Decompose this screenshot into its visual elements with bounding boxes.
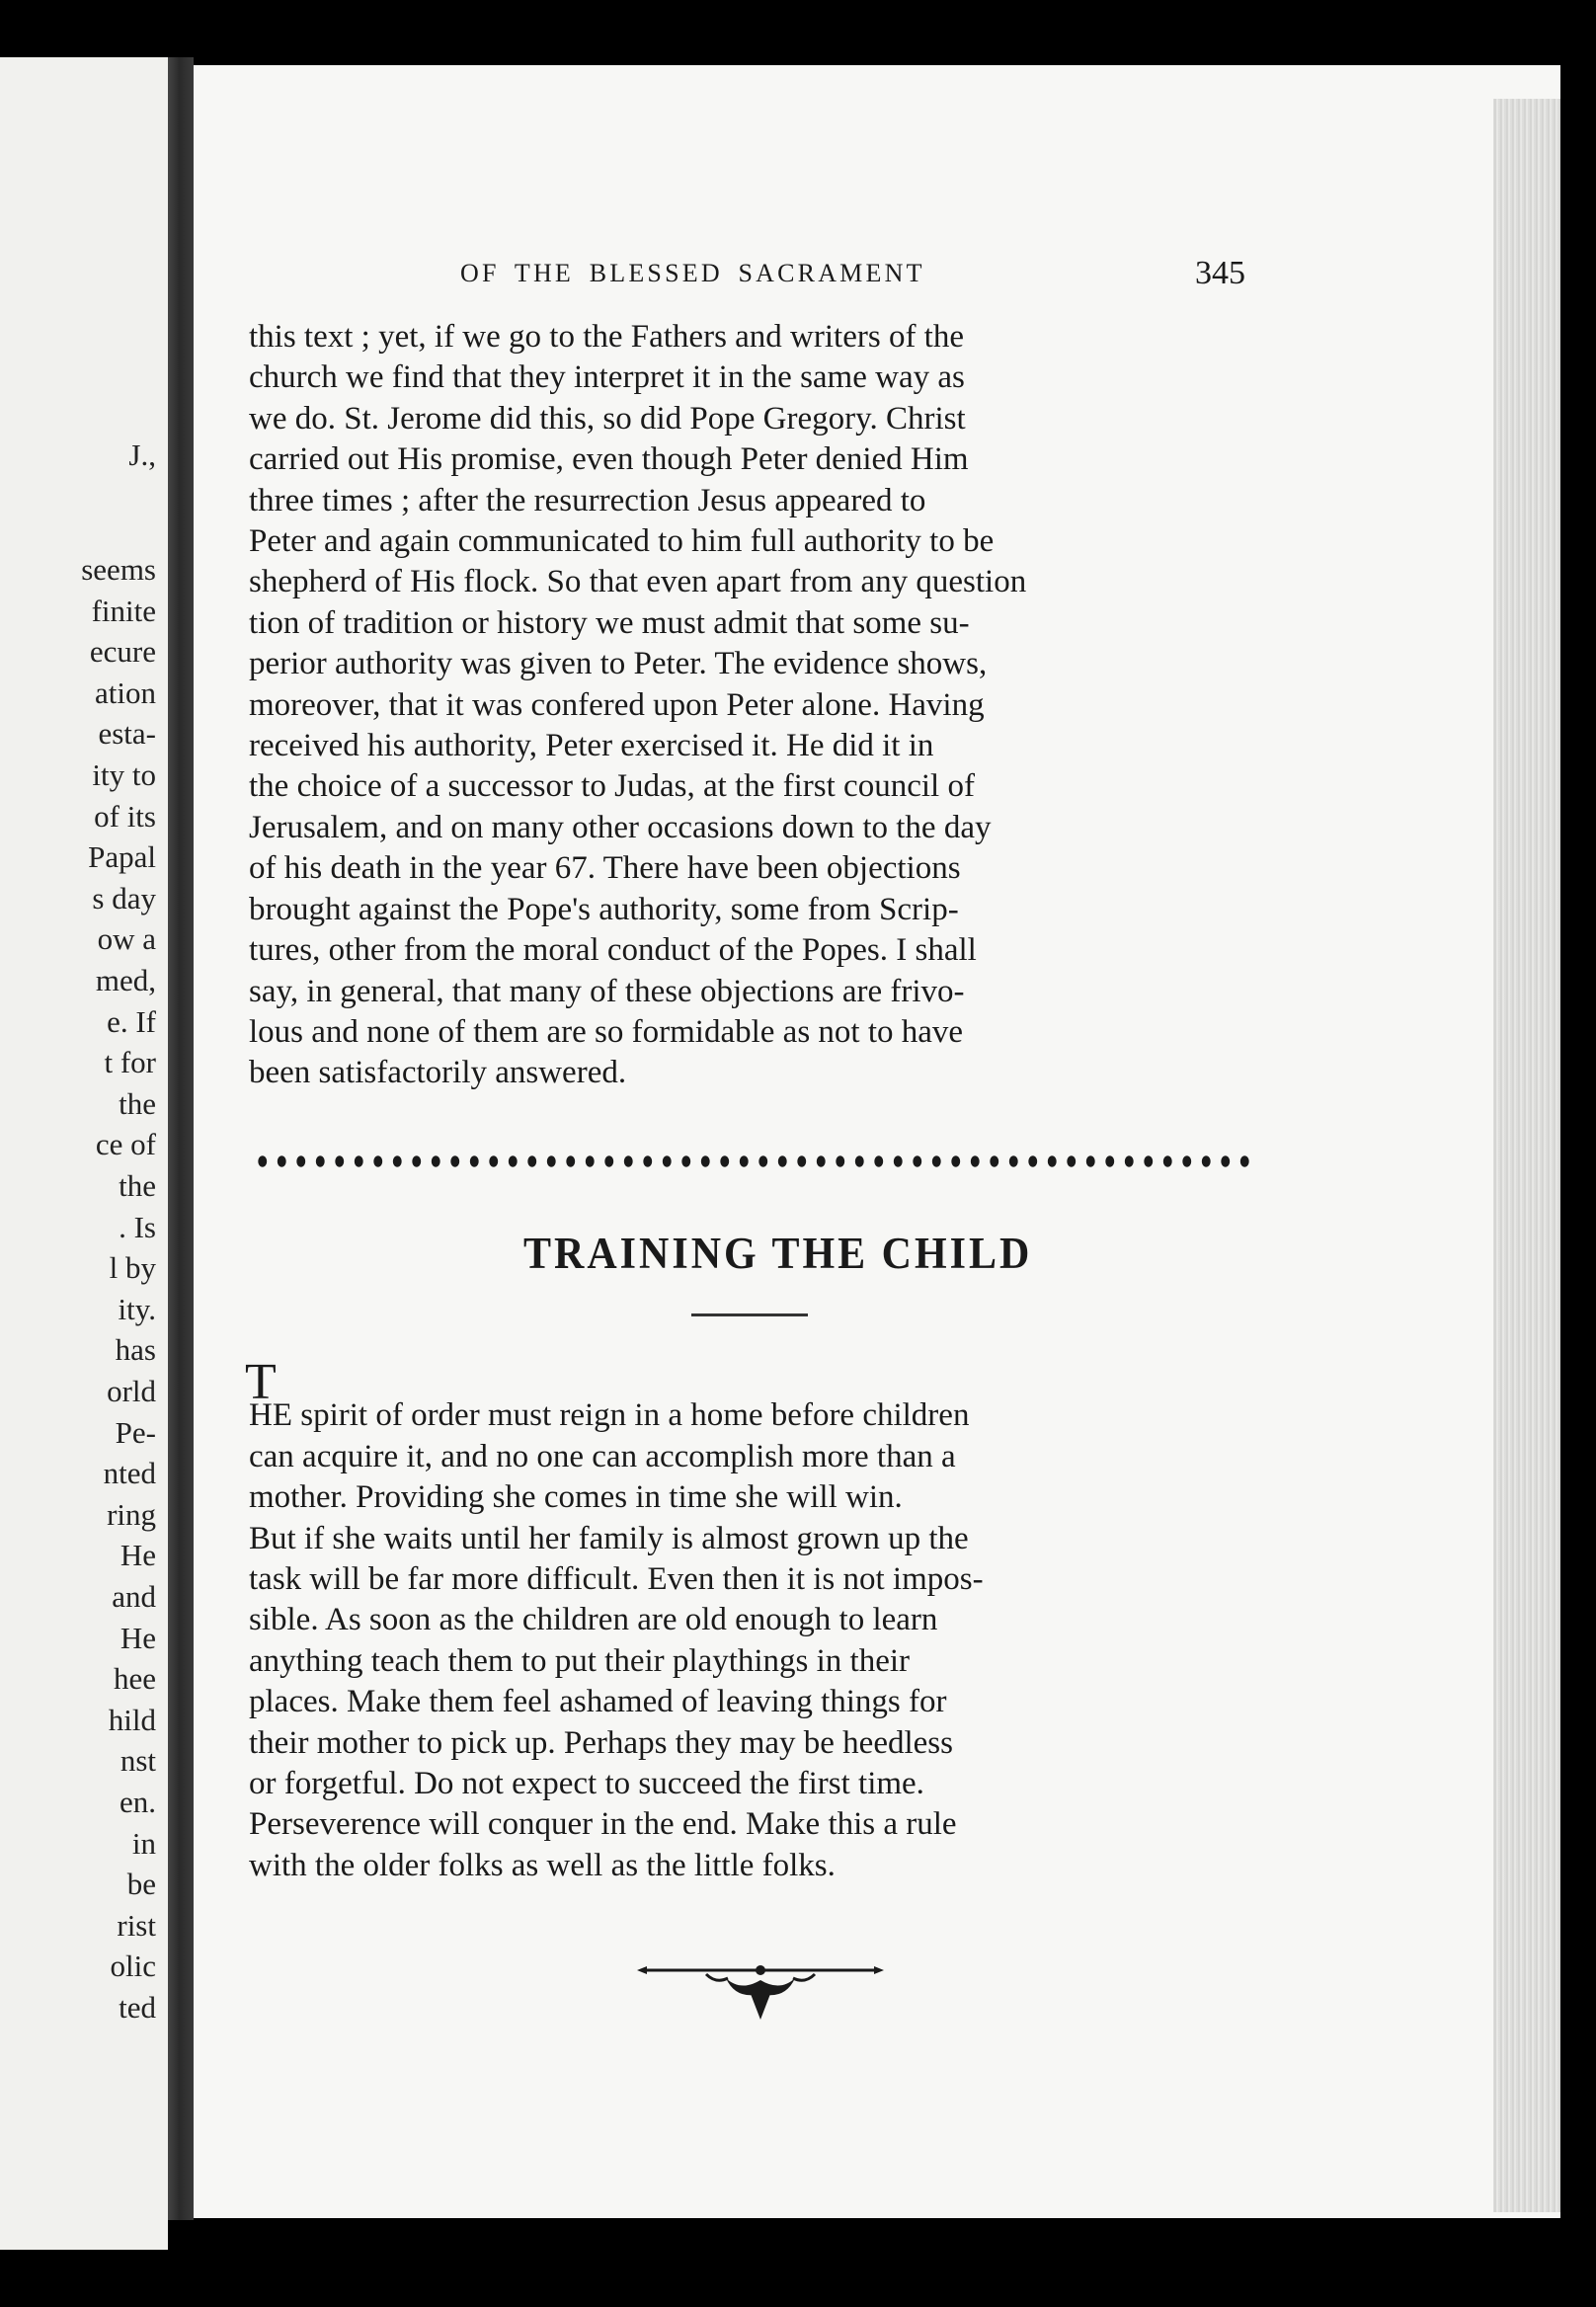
facing-page-text-fragment: ity to	[92, 757, 156, 792]
title-rule	[691, 1313, 808, 1316]
facing-page-text-fragment: has	[115, 1332, 156, 1368]
facing-page-text-fragment: ation	[95, 675, 156, 710]
facing-page-text-fragment: rist	[117, 1907, 156, 1943]
facing-page-text-fragment: ce of	[95, 1127, 156, 1162]
tailpiece-ornament-icon	[637, 1950, 884, 2029]
drop-cap: T	[245, 1354, 277, 1410]
facing-page-text-fragment: ring	[107, 1496, 156, 1532]
facing-page-text-fragment: the	[119, 1085, 156, 1121]
facing-page-text-fragment: . Is	[119, 1209, 156, 1244]
facing-page-text-fragment: med,	[95, 963, 156, 997]
facing-page-fragment	[0, 57, 168, 2250]
section-body-text	[249, 1355, 1256, 1886]
facing-page-text-fragment: the	[119, 1168, 156, 1203]
facing-page-text-fragment: esta-	[98, 716, 156, 752]
facing-page-text-fragment: e. If	[107, 1003, 156, 1039]
page-edge	[1493, 99, 1560, 2212]
ornamental-divider	[253, 1149, 1252, 1174]
facing-page-text-fragment: He	[120, 1620, 156, 1655]
facing-page-text-fragment: t for	[104, 1045, 156, 1080]
facing-page-text-fragment: of its	[94, 798, 156, 834]
facing-page-text-fragment: He	[120, 1538, 156, 1573]
facing-page-text-fragment: in	[131, 1825, 156, 1861]
facing-page-text-fragment: Papal	[88, 839, 156, 875]
body-text: this text ; yet, if we go to the Fathers and writers of the church we find that they interpret it in the same way as we do. St. Jerome did this, so did Pope Gregory. Christ carried out His promise, even though Peter denied Him three times ; after the resurrection Jesus appeared to Peter and again communicated to him full authority to be shepherd of His flock. So that even apart from any question tion of tradition or history we must admit that some su- perior authority was given to Peter. The evidence shows, moreover, that it was confered upon Peter alone. Having received his authority, Peter exercised it. He did it in the choice of a successor to Judas, at the first council of Jerusalem, and on many other occasions down to the day of his death in the year 67. There have been objections brought against the Pope's authority, some from Scrip- tures, other from the moral conduct of the Popes. I shall say, in general, that many of these objections are frivo- lous and none of them are so formidable as not to have been satisfactorily answered.	[249, 319, 1027, 1091]
facing-page-text-fragment: en.	[119, 1785, 156, 1819]
section-title: TRAINING THE CHILD	[523, 1230, 1033, 1279]
facing-page-text-fragment: nted	[103, 1456, 156, 1491]
facing-page-text-fragment: seems	[81, 552, 156, 587]
facing-page-text-fragment: ow a	[97, 921, 156, 957]
facing-page-text-fragment: orld	[107, 1374, 156, 1408]
facing-page-text-fragment: nst	[120, 1743, 156, 1779]
section-text-content: HE spirit of order must reign in a home before children can acquire it, and no one can accomplish more than a mother. Providing she comes in time she will win. But if she waits until her family is almost grown up the task will be far more difficult. Even then it is not impos- sible. As soon as the children are old enough to learn anything teach them to put their playthings in their places. Make them feel ashamed of leaving things for their mother to pick up. Perhaps they may be heedless or forgetful. Do not expect to succeed the first time. Perseverence will conquer in the end. Make this a rule with the older folks as well as the little folks.	[249, 1397, 984, 1883]
facing-page-text-fragment: and	[112, 1579, 156, 1614]
facing-page-text-fragment: hee	[113, 1661, 156, 1697]
facing-page-text-fragment: hild	[108, 1702, 156, 1737]
facing-page-text-fragment: ity.	[118, 1291, 156, 1326]
facing-page-text-fragment: ecure	[89, 634, 156, 670]
facing-page-text-fragment: J.,	[128, 438, 156, 472]
page-number: 345	[1195, 255, 1245, 291]
facing-page-text-fragment: l by	[109, 1250, 156, 1286]
facing-page-text-fragment: finite	[91, 593, 156, 628]
facing-page-text-fragment: olic	[110, 1949, 156, 1984]
facing-page-text-fragment: ted	[119, 1990, 156, 2025]
facing-page-text-fragment: Pe-	[115, 1414, 156, 1450]
facing-page-text-fragment: be	[126, 1867, 156, 1902]
facing-page-text-fragment: s day	[92, 880, 156, 915]
running-header: OF THE BLESSED SACRAMENT	[460, 259, 925, 287]
book-binding	[168, 57, 194, 2220]
